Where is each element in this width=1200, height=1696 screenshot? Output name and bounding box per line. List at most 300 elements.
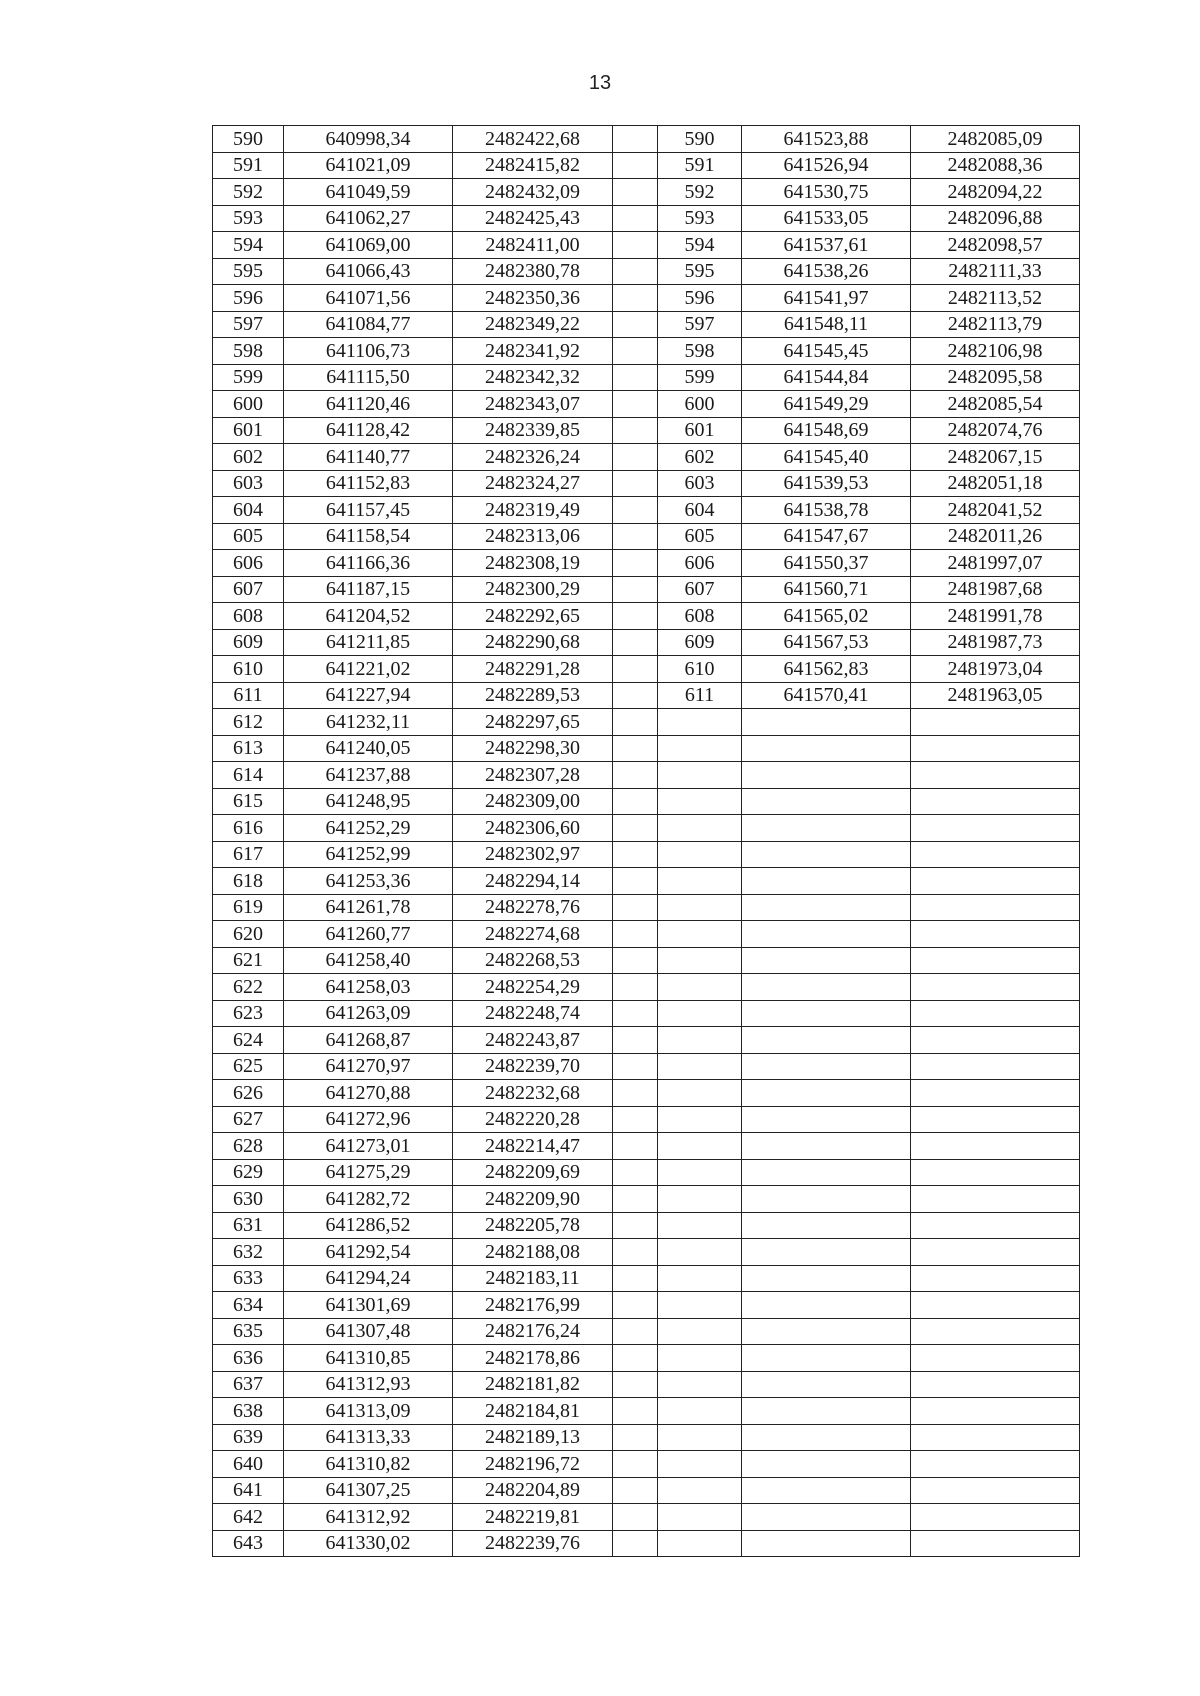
- right-y-coordinate-cell: 2482113,52: [911, 285, 1080, 312]
- left-point-number-cell: 641: [213, 1477, 284, 1504]
- left-y-coordinate-cell: 2482205,78: [453, 1212, 613, 1239]
- right-y-coordinate-cell: [911, 762, 1080, 789]
- right-x-coordinate-cell: [742, 1212, 911, 1239]
- right-y-coordinate-cell: [911, 1504, 1080, 1531]
- left-y-coordinate-cell: 2482254,29: [453, 974, 613, 1001]
- left-x-coordinate-cell: 641084,77: [284, 311, 453, 338]
- left-x-coordinate-cell: 641307,48: [284, 1318, 453, 1345]
- right-x-coordinate-cell: 641545,40: [742, 444, 911, 471]
- right-point-number-cell: [658, 815, 742, 842]
- left-y-coordinate-cell: 2482298,30: [453, 735, 613, 762]
- right-y-coordinate-cell: [911, 1451, 1080, 1478]
- table-row: [213, 576, 1080, 603]
- spacer-cell: [613, 470, 658, 497]
- right-point-number-cell: [658, 921, 742, 948]
- spacer-cell: [613, 629, 658, 656]
- spacer-cell: [613, 550, 658, 577]
- left-x-coordinate-cell: 641166,36: [284, 550, 453, 577]
- left-point-number-cell: 622: [213, 974, 284, 1001]
- right-point-number-cell: [658, 762, 742, 789]
- left-x-coordinate-cell: 641268,87: [284, 1027, 453, 1054]
- right-point-number-cell: [658, 1159, 742, 1186]
- spacer-cell: [613, 152, 658, 179]
- table-row: [213, 1053, 1080, 1080]
- left-y-coordinate-cell: 2482289,53: [453, 682, 613, 709]
- right-y-coordinate-cell: 2481987,73: [911, 629, 1080, 656]
- table-row: [213, 1451, 1080, 1478]
- table-row: [213, 921, 1080, 948]
- left-point-number-cell: 608: [213, 603, 284, 630]
- spacer-cell: [613, 285, 658, 312]
- right-y-coordinate-cell: [911, 921, 1080, 948]
- left-y-coordinate-cell: 2482196,72: [453, 1451, 613, 1478]
- left-y-coordinate-cell: 2482239,70: [453, 1053, 613, 1080]
- left-point-number-cell: 596: [213, 285, 284, 312]
- left-x-coordinate-cell: 641286,52: [284, 1212, 453, 1239]
- left-x-coordinate-cell: 641066,43: [284, 258, 453, 285]
- left-x-coordinate-cell: 641049,59: [284, 179, 453, 206]
- right-point-number-cell: 601: [658, 417, 742, 444]
- spacer-cell: [613, 735, 658, 762]
- right-y-coordinate-cell: 2482098,57: [911, 232, 1080, 259]
- left-point-number-cell: 610: [213, 656, 284, 683]
- right-x-coordinate-cell: [742, 709, 911, 736]
- left-x-coordinate-cell: 641248,95: [284, 788, 453, 815]
- left-point-number-cell: 602: [213, 444, 284, 471]
- right-y-coordinate-cell: 2482096,88: [911, 205, 1080, 232]
- right-x-coordinate-cell: [742, 1106, 911, 1133]
- table-row: [213, 1265, 1080, 1292]
- spacer-cell: [613, 205, 658, 232]
- right-x-coordinate-cell: [742, 868, 911, 895]
- right-point-number-cell: [658, 735, 742, 762]
- right-point-number-cell: 604: [658, 497, 742, 524]
- right-y-coordinate-cell: [911, 815, 1080, 842]
- table-row: [213, 1133, 1080, 1160]
- left-x-coordinate-cell: 641258,40: [284, 947, 453, 974]
- right-point-number-cell: 594: [658, 232, 742, 259]
- right-point-number-cell: [658, 1530, 742, 1557]
- right-x-coordinate-cell: 641537,61: [742, 232, 911, 259]
- right-x-coordinate-cell: [742, 921, 911, 948]
- table-row: [213, 311, 1080, 338]
- right-point-number-cell: [658, 1000, 742, 1027]
- right-x-coordinate-cell: [742, 815, 911, 842]
- left-x-coordinate-cell: 641252,29: [284, 815, 453, 842]
- right-point-number-cell: 602: [658, 444, 742, 471]
- right-x-coordinate-cell: [742, 735, 911, 762]
- right-x-coordinate-cell: 641523,88: [742, 126, 911, 153]
- left-y-coordinate-cell: 2482181,82: [453, 1371, 613, 1398]
- right-y-coordinate-cell: [911, 1265, 1080, 1292]
- coordinates-table-body: [213, 126, 1080, 1557]
- table-row: [213, 1186, 1080, 1213]
- table-row: [213, 1027, 1080, 1054]
- spacer-cell: [613, 1239, 658, 1266]
- right-y-coordinate-cell: [911, 1027, 1080, 1054]
- table-row: [213, 682, 1080, 709]
- left-x-coordinate-cell: 641292,54: [284, 1239, 453, 1266]
- table-row: [213, 258, 1080, 285]
- left-y-coordinate-cell: 2482349,22: [453, 311, 613, 338]
- right-point-number-cell: 600: [658, 391, 742, 418]
- right-point-number-cell: [658, 1265, 742, 1292]
- right-y-coordinate-cell: [911, 1424, 1080, 1451]
- right-x-coordinate-cell: [742, 1530, 911, 1557]
- spacer-cell: [613, 179, 658, 206]
- spacer-cell: [613, 1451, 658, 1478]
- right-y-coordinate-cell: 2482088,36: [911, 152, 1080, 179]
- left-y-coordinate-cell: 2482290,68: [453, 629, 613, 656]
- right-x-coordinate-cell: [742, 1027, 911, 1054]
- right-point-number-cell: [658, 947, 742, 974]
- left-x-coordinate-cell: 640998,34: [284, 126, 453, 153]
- right-point-number-cell: 610: [658, 656, 742, 683]
- left-y-coordinate-cell: 2482220,28: [453, 1106, 613, 1133]
- spacer-cell: [613, 1106, 658, 1133]
- table-row: [213, 1292, 1080, 1319]
- table-row: [213, 868, 1080, 895]
- right-y-coordinate-cell: [911, 868, 1080, 895]
- right-y-coordinate-cell: [911, 947, 1080, 974]
- table-row: [213, 470, 1080, 497]
- left-point-number-cell: 643: [213, 1530, 284, 1557]
- left-point-number-cell: 634: [213, 1292, 284, 1319]
- right-y-coordinate-cell: [911, 841, 1080, 868]
- right-point-number-cell: 598: [658, 338, 742, 365]
- spacer-cell: [613, 682, 658, 709]
- right-x-coordinate-cell: [742, 1000, 911, 1027]
- spacer-cell: [613, 1265, 658, 1292]
- right-y-coordinate-cell: [911, 1133, 1080, 1160]
- left-y-coordinate-cell: 2482306,60: [453, 815, 613, 842]
- left-point-number-cell: 640: [213, 1451, 284, 1478]
- left-point-number-cell: 642: [213, 1504, 284, 1531]
- left-x-coordinate-cell: 641140,77: [284, 444, 453, 471]
- right-x-coordinate-cell: [742, 894, 911, 921]
- right-point-number-cell: 603: [658, 470, 742, 497]
- right-x-coordinate-cell: 641533,05: [742, 205, 911, 232]
- left-y-coordinate-cell: 2482313,06: [453, 523, 613, 550]
- table-row: [213, 1398, 1080, 1425]
- right-x-coordinate-cell: 641548,69: [742, 417, 911, 444]
- right-y-coordinate-cell: [911, 1186, 1080, 1213]
- right-x-coordinate-cell: [742, 1133, 911, 1160]
- spacer-cell: [613, 1000, 658, 1027]
- left-point-number-cell: 633: [213, 1265, 284, 1292]
- left-x-coordinate-cell: 641275,29: [284, 1159, 453, 1186]
- table-row: [213, 1080, 1080, 1107]
- left-y-coordinate-cell: 2482248,74: [453, 1000, 613, 1027]
- left-x-coordinate-cell: 641252,99: [284, 841, 453, 868]
- right-x-coordinate-cell: 641539,53: [742, 470, 911, 497]
- right-point-number-cell: [658, 1212, 742, 1239]
- left-point-number-cell: 625: [213, 1053, 284, 1080]
- left-y-coordinate-cell: 2482274,68: [453, 921, 613, 948]
- left-y-coordinate-cell: 2482309,00: [453, 788, 613, 815]
- left-x-coordinate-cell: 641261,78: [284, 894, 453, 921]
- right-y-coordinate-cell: 2482051,18: [911, 470, 1080, 497]
- right-point-number-cell: [658, 1477, 742, 1504]
- spacer-cell: [613, 364, 658, 391]
- left-x-coordinate-cell: 641069,00: [284, 232, 453, 259]
- right-y-coordinate-cell: 2482067,15: [911, 444, 1080, 471]
- right-x-coordinate-cell: [742, 974, 911, 1001]
- right-y-coordinate-cell: [911, 1159, 1080, 1186]
- table-row: [213, 709, 1080, 736]
- left-x-coordinate-cell: 641232,11: [284, 709, 453, 736]
- table-row: [213, 841, 1080, 868]
- spacer-cell: [613, 391, 658, 418]
- right-y-coordinate-cell: 2481991,78: [911, 603, 1080, 630]
- left-x-coordinate-cell: 641106,73: [284, 338, 453, 365]
- right-y-coordinate-cell: [911, 1477, 1080, 1504]
- left-y-coordinate-cell: 2482307,28: [453, 762, 613, 789]
- table-row: [213, 523, 1080, 550]
- left-point-number-cell: 603: [213, 470, 284, 497]
- spacer-cell: [613, 1292, 658, 1319]
- left-point-number-cell: 630: [213, 1186, 284, 1213]
- left-x-coordinate-cell: 641272,96: [284, 1106, 453, 1133]
- right-point-number-cell: [658, 1318, 742, 1345]
- left-y-coordinate-cell: 2482183,11: [453, 1265, 613, 1292]
- left-point-number-cell: 593: [213, 205, 284, 232]
- spacer-cell: [613, 709, 658, 736]
- left-x-coordinate-cell: 641021,09: [284, 152, 453, 179]
- left-x-coordinate-cell: 641157,45: [284, 497, 453, 524]
- spacer-cell: [613, 1027, 658, 1054]
- left-point-number-cell: 615: [213, 788, 284, 815]
- left-x-coordinate-cell: 641312,92: [284, 1504, 453, 1531]
- table-row: [213, 444, 1080, 471]
- spacer-cell: [613, 311, 658, 338]
- right-point-number-cell: [658, 1186, 742, 1213]
- left-y-coordinate-cell: 2482178,86: [453, 1345, 613, 1372]
- spacer-cell: [613, 126, 658, 153]
- left-point-number-cell: 609: [213, 629, 284, 656]
- right-y-coordinate-cell: [911, 1080, 1080, 1107]
- right-x-coordinate-cell: [742, 1398, 911, 1425]
- left-point-number-cell: 592: [213, 179, 284, 206]
- right-y-coordinate-cell: [911, 1106, 1080, 1133]
- left-x-coordinate-cell: 641260,77: [284, 921, 453, 948]
- left-x-coordinate-cell: 641282,72: [284, 1186, 453, 1213]
- left-y-coordinate-cell: 2482342,32: [453, 364, 613, 391]
- left-y-coordinate-cell: 2482308,19: [453, 550, 613, 577]
- spacer-cell: [613, 576, 658, 603]
- right-point-number-cell: 605: [658, 523, 742, 550]
- left-y-coordinate-cell: 2482214,47: [453, 1133, 613, 1160]
- left-y-coordinate-cell: 2482324,27: [453, 470, 613, 497]
- table-row: [213, 1424, 1080, 1451]
- left-y-coordinate-cell: 2482209,69: [453, 1159, 613, 1186]
- left-x-coordinate-cell: 641158,54: [284, 523, 453, 550]
- right-y-coordinate-cell: [911, 1239, 1080, 1266]
- left-point-number-cell: 599: [213, 364, 284, 391]
- right-x-coordinate-cell: [742, 1265, 911, 1292]
- right-x-coordinate-cell: [742, 1504, 911, 1531]
- left-point-number-cell: 632: [213, 1239, 284, 1266]
- right-point-number-cell: 611: [658, 682, 742, 709]
- right-y-coordinate-cell: 2481997,07: [911, 550, 1080, 577]
- table-row: [213, 179, 1080, 206]
- left-y-coordinate-cell: 2482268,53: [453, 947, 613, 974]
- right-y-coordinate-cell: 2481987,68: [911, 576, 1080, 603]
- spacer-cell: [613, 1424, 658, 1451]
- left-y-coordinate-cell: 2482219,81: [453, 1504, 613, 1531]
- right-x-coordinate-cell: 641547,67: [742, 523, 911, 550]
- right-x-coordinate-cell: 641549,29: [742, 391, 911, 418]
- right-x-coordinate-cell: 641545,45: [742, 338, 911, 365]
- right-y-coordinate-cell: 2482085,54: [911, 391, 1080, 418]
- right-x-coordinate-cell: 641526,94: [742, 152, 911, 179]
- right-point-number-cell: 608: [658, 603, 742, 630]
- left-y-coordinate-cell: 2482339,85: [453, 417, 613, 444]
- left-point-number-cell: 638: [213, 1398, 284, 1425]
- right-y-coordinate-cell: 2482113,79: [911, 311, 1080, 338]
- spacer-cell: [613, 1398, 658, 1425]
- left-y-coordinate-cell: 2482292,65: [453, 603, 613, 630]
- right-x-coordinate-cell: [742, 947, 911, 974]
- spacer-cell: [613, 258, 658, 285]
- left-y-coordinate-cell: 2482326,24: [453, 444, 613, 471]
- table-row: [213, 391, 1080, 418]
- right-point-number-cell: 597: [658, 311, 742, 338]
- right-point-number-cell: [658, 1239, 742, 1266]
- spacer-cell: [613, 1186, 658, 1213]
- table-row: [213, 1000, 1080, 1027]
- left-x-coordinate-cell: 641270,88: [284, 1080, 453, 1107]
- page-number: 13: [588, 72, 612, 94]
- spacer-cell: [613, 1371, 658, 1398]
- left-point-number-cell: 614: [213, 762, 284, 789]
- table-row: [213, 1318, 1080, 1345]
- table-row: [213, 152, 1080, 179]
- right-point-number-cell: 593: [658, 205, 742, 232]
- right-point-number-cell: [658, 1133, 742, 1160]
- spacer-cell: [613, 1477, 658, 1504]
- right-point-number-cell: [658, 1371, 742, 1398]
- left-y-coordinate-cell: 2482278,76: [453, 894, 613, 921]
- right-y-coordinate-cell: 2482074,76: [911, 417, 1080, 444]
- right-y-coordinate-cell: [911, 1000, 1080, 1027]
- right-x-coordinate-cell: 641538,78: [742, 497, 911, 524]
- spacer-cell: [613, 841, 658, 868]
- left-x-coordinate-cell: 641294,24: [284, 1265, 453, 1292]
- spacer-cell: [613, 815, 658, 842]
- left-x-coordinate-cell: 641128,42: [284, 417, 453, 444]
- left-y-coordinate-cell: 2482232,68: [453, 1080, 613, 1107]
- left-point-number-cell: 626: [213, 1080, 284, 1107]
- left-y-coordinate-cell: 2482380,78: [453, 258, 613, 285]
- table-row: [213, 417, 1080, 444]
- spacer-cell: [613, 762, 658, 789]
- left-point-number-cell: 606: [213, 550, 284, 577]
- left-x-coordinate-cell: 641253,36: [284, 868, 453, 895]
- left-x-coordinate-cell: 641211,85: [284, 629, 453, 656]
- left-point-number-cell: 613: [213, 735, 284, 762]
- left-y-coordinate-cell: 2482204,89: [453, 1477, 613, 1504]
- left-x-coordinate-cell: 641227,94: [284, 682, 453, 709]
- right-point-number-cell: [658, 1106, 742, 1133]
- spacer-cell: [613, 921, 658, 948]
- right-point-number-cell: [658, 1027, 742, 1054]
- left-x-coordinate-cell: 641312,93: [284, 1371, 453, 1398]
- left-y-coordinate-cell: 2482415,82: [453, 152, 613, 179]
- left-point-number-cell: 591: [213, 152, 284, 179]
- left-point-number-cell: 616: [213, 815, 284, 842]
- table-row: [213, 629, 1080, 656]
- left-x-coordinate-cell: 641273,01: [284, 1133, 453, 1160]
- right-x-coordinate-cell: [742, 1080, 911, 1107]
- left-y-coordinate-cell: 2482343,07: [453, 391, 613, 418]
- table-row: [213, 947, 1080, 974]
- right-point-number-cell: [658, 1451, 742, 1478]
- left-x-coordinate-cell: 641062,27: [284, 205, 453, 232]
- left-y-coordinate-cell: 2482341,92: [453, 338, 613, 365]
- right-y-coordinate-cell: 2482011,26: [911, 523, 1080, 550]
- table-row: [213, 1212, 1080, 1239]
- right-y-coordinate-cell: 2482106,98: [911, 338, 1080, 365]
- left-y-coordinate-cell: 2482302,97: [453, 841, 613, 868]
- left-point-number-cell: 601: [213, 417, 284, 444]
- table-row: [213, 126, 1080, 153]
- right-point-number-cell: [658, 841, 742, 868]
- right-point-number-cell: [658, 894, 742, 921]
- right-y-coordinate-cell: [911, 735, 1080, 762]
- right-x-coordinate-cell: 641560,71: [742, 576, 911, 603]
- right-x-coordinate-cell: 641548,11: [742, 311, 911, 338]
- right-point-number-cell: [658, 1053, 742, 1080]
- right-x-coordinate-cell: 641530,75: [742, 179, 911, 206]
- left-point-number-cell: 618: [213, 868, 284, 895]
- table-row: [213, 1371, 1080, 1398]
- right-y-coordinate-cell: [911, 788, 1080, 815]
- left-y-coordinate-cell: 2482300,29: [453, 576, 613, 603]
- left-x-coordinate-cell: 641313,33: [284, 1424, 453, 1451]
- right-x-coordinate-cell: [742, 1318, 911, 1345]
- table-row: [213, 762, 1080, 789]
- right-x-coordinate-cell: [742, 762, 911, 789]
- right-y-coordinate-cell: [911, 1292, 1080, 1319]
- right-x-coordinate-cell: [742, 1371, 911, 1398]
- right-x-coordinate-cell: 641544,84: [742, 364, 911, 391]
- right-point-number-cell: [658, 788, 742, 815]
- left-y-coordinate-cell: 2482189,13: [453, 1424, 613, 1451]
- left-point-number-cell: 595: [213, 258, 284, 285]
- left-y-coordinate-cell: 2482209,90: [453, 1186, 613, 1213]
- spacer-cell: [613, 232, 658, 259]
- table-row: [213, 894, 1080, 921]
- left-x-coordinate-cell: 641152,83: [284, 470, 453, 497]
- right-point-number-cell: [658, 868, 742, 895]
- left-y-coordinate-cell: 2482411,00: [453, 232, 613, 259]
- spacer-cell: [613, 894, 658, 921]
- right-x-coordinate-cell: [742, 1451, 911, 1478]
- right-point-number-cell: 607: [658, 576, 742, 603]
- left-x-coordinate-cell: 641115,50: [284, 364, 453, 391]
- table-row: [213, 205, 1080, 232]
- spacer-cell: [613, 603, 658, 630]
- left-point-number-cell: 611: [213, 682, 284, 709]
- left-y-coordinate-cell: 2482350,36: [453, 285, 613, 312]
- right-x-coordinate-cell: [742, 1477, 911, 1504]
- left-x-coordinate-cell: 641307,25: [284, 1477, 453, 1504]
- table-row: [213, 1504, 1080, 1531]
- left-x-coordinate-cell: 641310,85: [284, 1345, 453, 1372]
- left-x-coordinate-cell: 641330,02: [284, 1530, 453, 1557]
- right-y-coordinate-cell: 2482041,52: [911, 497, 1080, 524]
